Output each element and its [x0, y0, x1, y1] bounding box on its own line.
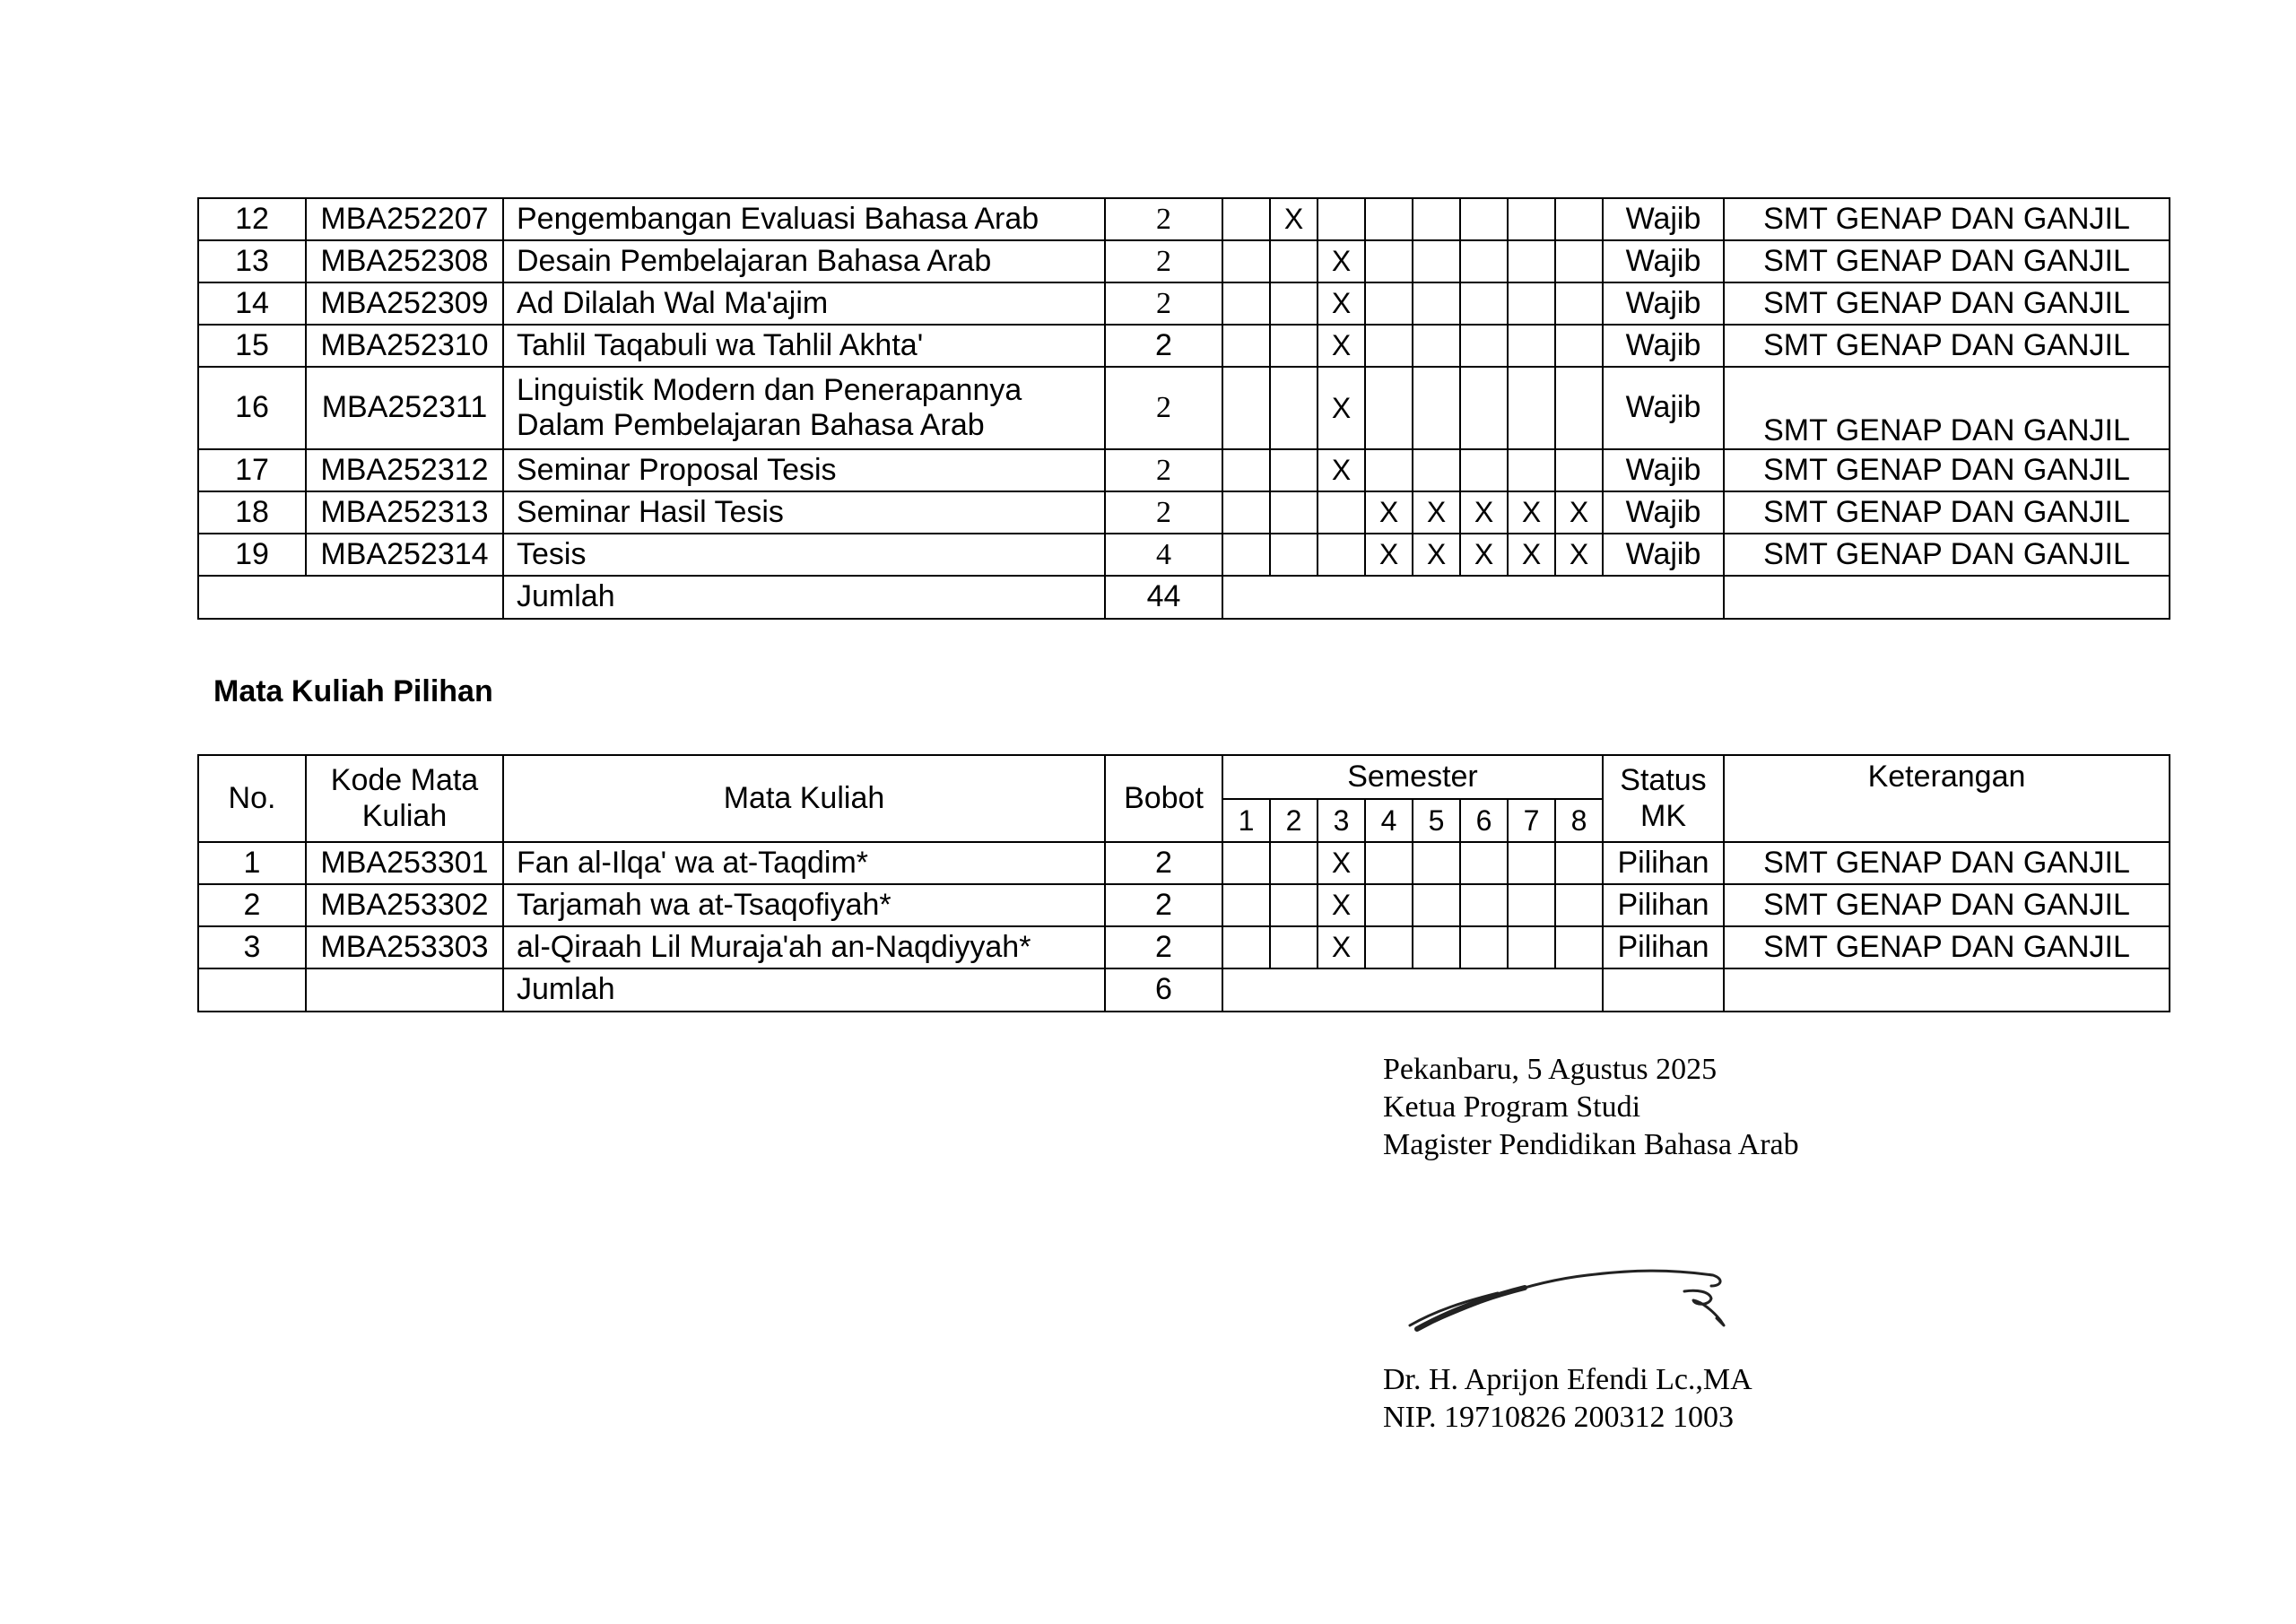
- row-number: 12: [198, 198, 306, 240]
- header-kode-line: Kuliah: [361, 798, 448, 833]
- course-code: MBA252312: [306, 449, 503, 491]
- semester-mark: [1555, 240, 1603, 282]
- header-bobot: Bobot: [1105, 755, 1222, 842]
- semester-mark: X: [1555, 491, 1603, 534]
- semester-mark: X: [1460, 534, 1508, 576]
- header-semester-number: 1: [1222, 799, 1270, 842]
- semester-mark: [1460, 198, 1508, 240]
- table-row: [198, 926, 2170, 968]
- table-row: [198, 367, 2170, 449]
- semester-mark: [1555, 926, 1603, 968]
- semester-mark: [1413, 926, 1460, 968]
- header-kode-line: Kode Mata: [330, 763, 479, 798]
- semester-mark: [1508, 240, 1555, 282]
- signer-position: Ketua Program Studi: [1383, 1090, 1641, 1124]
- semester-mark: [1318, 491, 1365, 534]
- total-label: Jumlah: [503, 576, 1105, 619]
- table-row: [198, 842, 2170, 884]
- semester-mark: [1413, 198, 1460, 240]
- total-row: [198, 576, 2170, 619]
- semester-mark: [1413, 325, 1460, 367]
- course-status: Wajib: [1603, 282, 1724, 325]
- semester-mark: X: [1508, 491, 1555, 534]
- row-number: 18: [198, 491, 306, 534]
- header-mata-kuliah: Mata Kuliah: [503, 755, 1105, 842]
- semester-mark: [1365, 884, 1413, 926]
- semester-mark: [1365, 240, 1413, 282]
- course-code: MBA253302: [306, 884, 503, 926]
- total-empty-cell: [1222, 576, 1724, 619]
- semester-mark: [1413, 282, 1460, 325]
- semester-mark: [1555, 449, 1603, 491]
- header-semester-number: 2: [1270, 799, 1318, 842]
- header-keterangan: Keterangan: [1724, 755, 2170, 842]
- semester-mark: [1270, 240, 1318, 282]
- course-name: Fan al-Ilqa' wa at-Taqdim*: [503, 842, 1105, 884]
- semester-mark: [1365, 926, 1413, 968]
- semester-mark: X: [1318, 449, 1365, 491]
- header-semester-number: 3: [1318, 799, 1365, 842]
- signer-department: Magister Pendidikan Bahasa Arab: [1383, 1128, 1799, 1161]
- total-credits: 6: [1105, 968, 1222, 1012]
- semester-mark: [1365, 325, 1413, 367]
- mata-kuliah-pilihan-table: [197, 754, 2170, 1012]
- semester-mark: [1508, 282, 1555, 325]
- total-label: Jumlah: [503, 968, 1105, 1012]
- semester-mark: [1365, 842, 1413, 884]
- total-row: [198, 968, 2170, 1012]
- signature-block: [1383, 1051, 1799, 1164]
- course-credits: 2: [1105, 449, 1222, 491]
- semester-mark: [1222, 282, 1270, 325]
- course-credits: 2: [1105, 842, 1222, 884]
- course-status: Wajib: [1603, 240, 1724, 282]
- total-empty-cell: [1724, 576, 2170, 619]
- semester-mark: X: [1318, 926, 1365, 968]
- table-row: [198, 198, 2170, 240]
- course-credits: 2: [1105, 282, 1222, 325]
- course-status: Wajib: [1603, 449, 1724, 491]
- semester-mark: [1222, 449, 1270, 491]
- course-note: SMT GENAP DAN GANJIL: [1724, 491, 2170, 534]
- semester-mark: [1413, 240, 1460, 282]
- course-name: Tahlil Taqabuli wa Tahlil Akhta': [503, 325, 1105, 367]
- semester-mark: [1222, 491, 1270, 534]
- course-status: Wajib: [1603, 198, 1724, 240]
- header-kode: [306, 755, 503, 842]
- header-semester-number: 6: [1460, 799, 1508, 842]
- row-number: 19: [198, 534, 306, 576]
- header-semester-number: 5: [1413, 799, 1460, 842]
- course-status: Wajib: [1603, 367, 1724, 449]
- course-name: Tarjamah wa at-Tsaqofiyah*: [503, 884, 1105, 926]
- course-code: MBA252310: [306, 325, 503, 367]
- semester-mark: [1460, 282, 1508, 325]
- semester-mark: [1555, 325, 1603, 367]
- semester-mark: [1270, 491, 1318, 534]
- table-row: [198, 534, 2170, 576]
- semester-mark: [1270, 325, 1318, 367]
- semester-mark: [1365, 449, 1413, 491]
- handwritten-signature: [1399, 1255, 1740, 1345]
- semester-mark: [1508, 198, 1555, 240]
- semester-mark: [1508, 884, 1555, 926]
- table-header-row: [198, 755, 2170, 799]
- signer-name: Dr. H. Aprijon Efendi Lc.,MA: [1383, 1363, 1752, 1396]
- course-status: Pilihan: [1603, 884, 1724, 926]
- course-note: SMT GENAP DAN GANJIL: [1724, 367, 2170, 449]
- course-credits: 2: [1105, 491, 1222, 534]
- semester-mark: [1460, 926, 1508, 968]
- semester-mark: [1460, 325, 1508, 367]
- semester-mark: [1270, 926, 1318, 968]
- semester-mark: [1555, 282, 1603, 325]
- header-semester: Semester: [1222, 755, 1603, 799]
- total-credits: 44: [1105, 576, 1222, 619]
- semester-mark: [1413, 884, 1460, 926]
- total-empty-cell: [198, 968, 306, 1012]
- semester-mark: [1555, 198, 1603, 240]
- course-status: Wajib: [1603, 491, 1724, 534]
- course-name: Seminar Proposal Tesis: [503, 449, 1105, 491]
- header-status: [1603, 755, 1724, 842]
- course-status: Pilihan: [1603, 842, 1724, 884]
- semester-mark: X: [1318, 240, 1365, 282]
- semester-mark: [1508, 842, 1555, 884]
- course-code: MBA253301: [306, 842, 503, 884]
- course-code: MBA252313: [306, 491, 503, 534]
- semester-mark: X: [1460, 491, 1508, 534]
- course-name: [503, 367, 1105, 449]
- semester-mark: [1508, 449, 1555, 491]
- semester-mark: [1555, 884, 1603, 926]
- semester-mark: X: [1318, 842, 1365, 884]
- section-title: Mata Kuliah Pilihan: [213, 674, 493, 708]
- row-number: 1: [198, 842, 306, 884]
- course-note: SMT GENAP DAN GANJIL: [1724, 240, 2170, 282]
- course-note: SMT GENAP DAN GANJIL: [1724, 325, 2170, 367]
- row-number: 14: [198, 282, 306, 325]
- course-note: SMT GENAP DAN GANJIL: [1724, 534, 2170, 576]
- semester-mark: X: [1318, 884, 1365, 926]
- semester-mark: [1508, 926, 1555, 968]
- course-code: MBA252309: [306, 282, 503, 325]
- semester-mark: [1270, 449, 1318, 491]
- row-number: 17: [198, 449, 306, 491]
- header-semester-number: 8: [1555, 799, 1603, 842]
- semester-mark: [1222, 884, 1270, 926]
- course-name-line: Linguistik Modern dan Penerapannya: [517, 372, 1022, 407]
- semester-mark: [1222, 534, 1270, 576]
- course-credits: 4: [1105, 534, 1222, 576]
- total-empty-cell: [1222, 968, 1603, 1012]
- semester-mark: [1508, 367, 1555, 449]
- course-name: Desain Pembelajaran Bahasa Arab: [503, 240, 1105, 282]
- semester-mark: [1413, 367, 1460, 449]
- table-row: [198, 491, 2170, 534]
- semester-mark: [1270, 282, 1318, 325]
- semester-mark: [1222, 367, 1270, 449]
- row-number: 16: [198, 367, 306, 449]
- semester-mark: [1270, 367, 1318, 449]
- course-note: SMT GENAP DAN GANJIL: [1724, 842, 2170, 884]
- semester-mark: X: [1270, 198, 1318, 240]
- semester-mark: [1555, 367, 1603, 449]
- course-name: Pengembangan Evaluasi Bahasa Arab: [503, 198, 1105, 240]
- signer-block: [1383, 1361, 1752, 1437]
- table-row: [198, 240, 2170, 282]
- semester-mark: [1555, 842, 1603, 884]
- course-name: Ad Dilalah Wal Ma'ajim: [503, 282, 1105, 325]
- course-credits: 2: [1105, 884, 1222, 926]
- semester-mark: X: [1365, 491, 1413, 534]
- semester-mark: [1318, 534, 1365, 576]
- course-code: MBA252308: [306, 240, 503, 282]
- semester-mark: X: [1413, 491, 1460, 534]
- row-number: 3: [198, 926, 306, 968]
- semester-mark: X: [1365, 534, 1413, 576]
- course-note: SMT GENAP DAN GANJIL: [1724, 884, 2170, 926]
- total-empty-cell: [306, 968, 503, 1012]
- course-code: MBA252207: [306, 198, 503, 240]
- semester-mark: X: [1318, 325, 1365, 367]
- semester-mark: [1365, 282, 1413, 325]
- total-empty-cell: [1724, 968, 2170, 1012]
- course-credits: 2: [1105, 198, 1222, 240]
- semester-mark: X: [1555, 534, 1603, 576]
- semester-mark: [1365, 198, 1413, 240]
- row-number: 15: [198, 325, 306, 367]
- header-semester-number: 4: [1365, 799, 1413, 842]
- mata-kuliah-wajib-table: [197, 197, 2170, 620]
- course-name: Tesis: [503, 534, 1105, 576]
- header-status-line: Status: [1620, 763, 1707, 798]
- semester-mark: [1222, 240, 1270, 282]
- total-empty-cell: [1603, 968, 1724, 1012]
- header-no: No.: [198, 755, 306, 842]
- course-note: SMT GENAP DAN GANJIL: [1724, 198, 2170, 240]
- course-note: SMT GENAP DAN GANJIL: [1724, 449, 2170, 491]
- course-credits: 2: [1105, 240, 1222, 282]
- course-name: Seminar Hasil Tesis: [503, 491, 1105, 534]
- row-number: 13: [198, 240, 306, 282]
- course-note: SMT GENAP DAN GANJIL: [1724, 282, 2170, 325]
- course-code: MBA252314: [306, 534, 503, 576]
- semester-mark: [1460, 449, 1508, 491]
- table-row: [198, 449, 2170, 491]
- table-row: [198, 884, 2170, 926]
- course-status: Wajib: [1603, 325, 1724, 367]
- table-row: [198, 282, 2170, 325]
- course-name-line: Dalam Pembelajaran Bahasa Arab: [517, 408, 985, 442]
- course-code: MBA253303: [306, 926, 503, 968]
- semester-mark: [1222, 842, 1270, 884]
- course-name: al-Qiraah Lil Muraja'ah an-Naqdiyyah*: [503, 926, 1105, 968]
- semester-mark: [1460, 240, 1508, 282]
- semester-mark: X: [1318, 282, 1365, 325]
- course-status: Wajib: [1603, 534, 1724, 576]
- semester-mark: [1413, 842, 1460, 884]
- header-status-line: MK: [1640, 798, 1686, 833]
- semester-mark: [1460, 884, 1508, 926]
- course-status: Pilihan: [1603, 926, 1724, 968]
- semester-mark: [1270, 534, 1318, 576]
- table-row: [198, 325, 2170, 367]
- course-credits: 2: [1105, 325, 1222, 367]
- course-credits: 2: [1105, 367, 1222, 449]
- semester-mark: [1222, 198, 1270, 240]
- course-credits: 2: [1105, 926, 1222, 968]
- course-note: SMT GENAP DAN GANJIL: [1724, 926, 2170, 968]
- place-date: Pekanbaru, 5 Agustus 2025: [1383, 1053, 1718, 1086]
- semester-mark: [1413, 449, 1460, 491]
- semester-mark: [1318, 198, 1365, 240]
- semester-mark: [1270, 842, 1318, 884]
- course-code: MBA252311: [306, 367, 503, 449]
- semester-mark: [1460, 367, 1508, 449]
- semester-mark: [1222, 926, 1270, 968]
- semester-mark: X: [1318, 367, 1365, 449]
- signer-nip: NIP. 19710826 200312 1003: [1383, 1401, 1735, 1434]
- semester-mark: [1508, 325, 1555, 367]
- header-semester-number: 7: [1508, 799, 1555, 842]
- row-number: 2: [198, 884, 306, 926]
- semester-mark: [1460, 842, 1508, 884]
- semester-mark: X: [1413, 534, 1460, 576]
- total-empty-cell: [198, 576, 503, 619]
- semester-mark: [1270, 884, 1318, 926]
- semester-mark: [1222, 325, 1270, 367]
- semester-mark: [1365, 367, 1413, 449]
- semester-mark: X: [1508, 534, 1555, 576]
